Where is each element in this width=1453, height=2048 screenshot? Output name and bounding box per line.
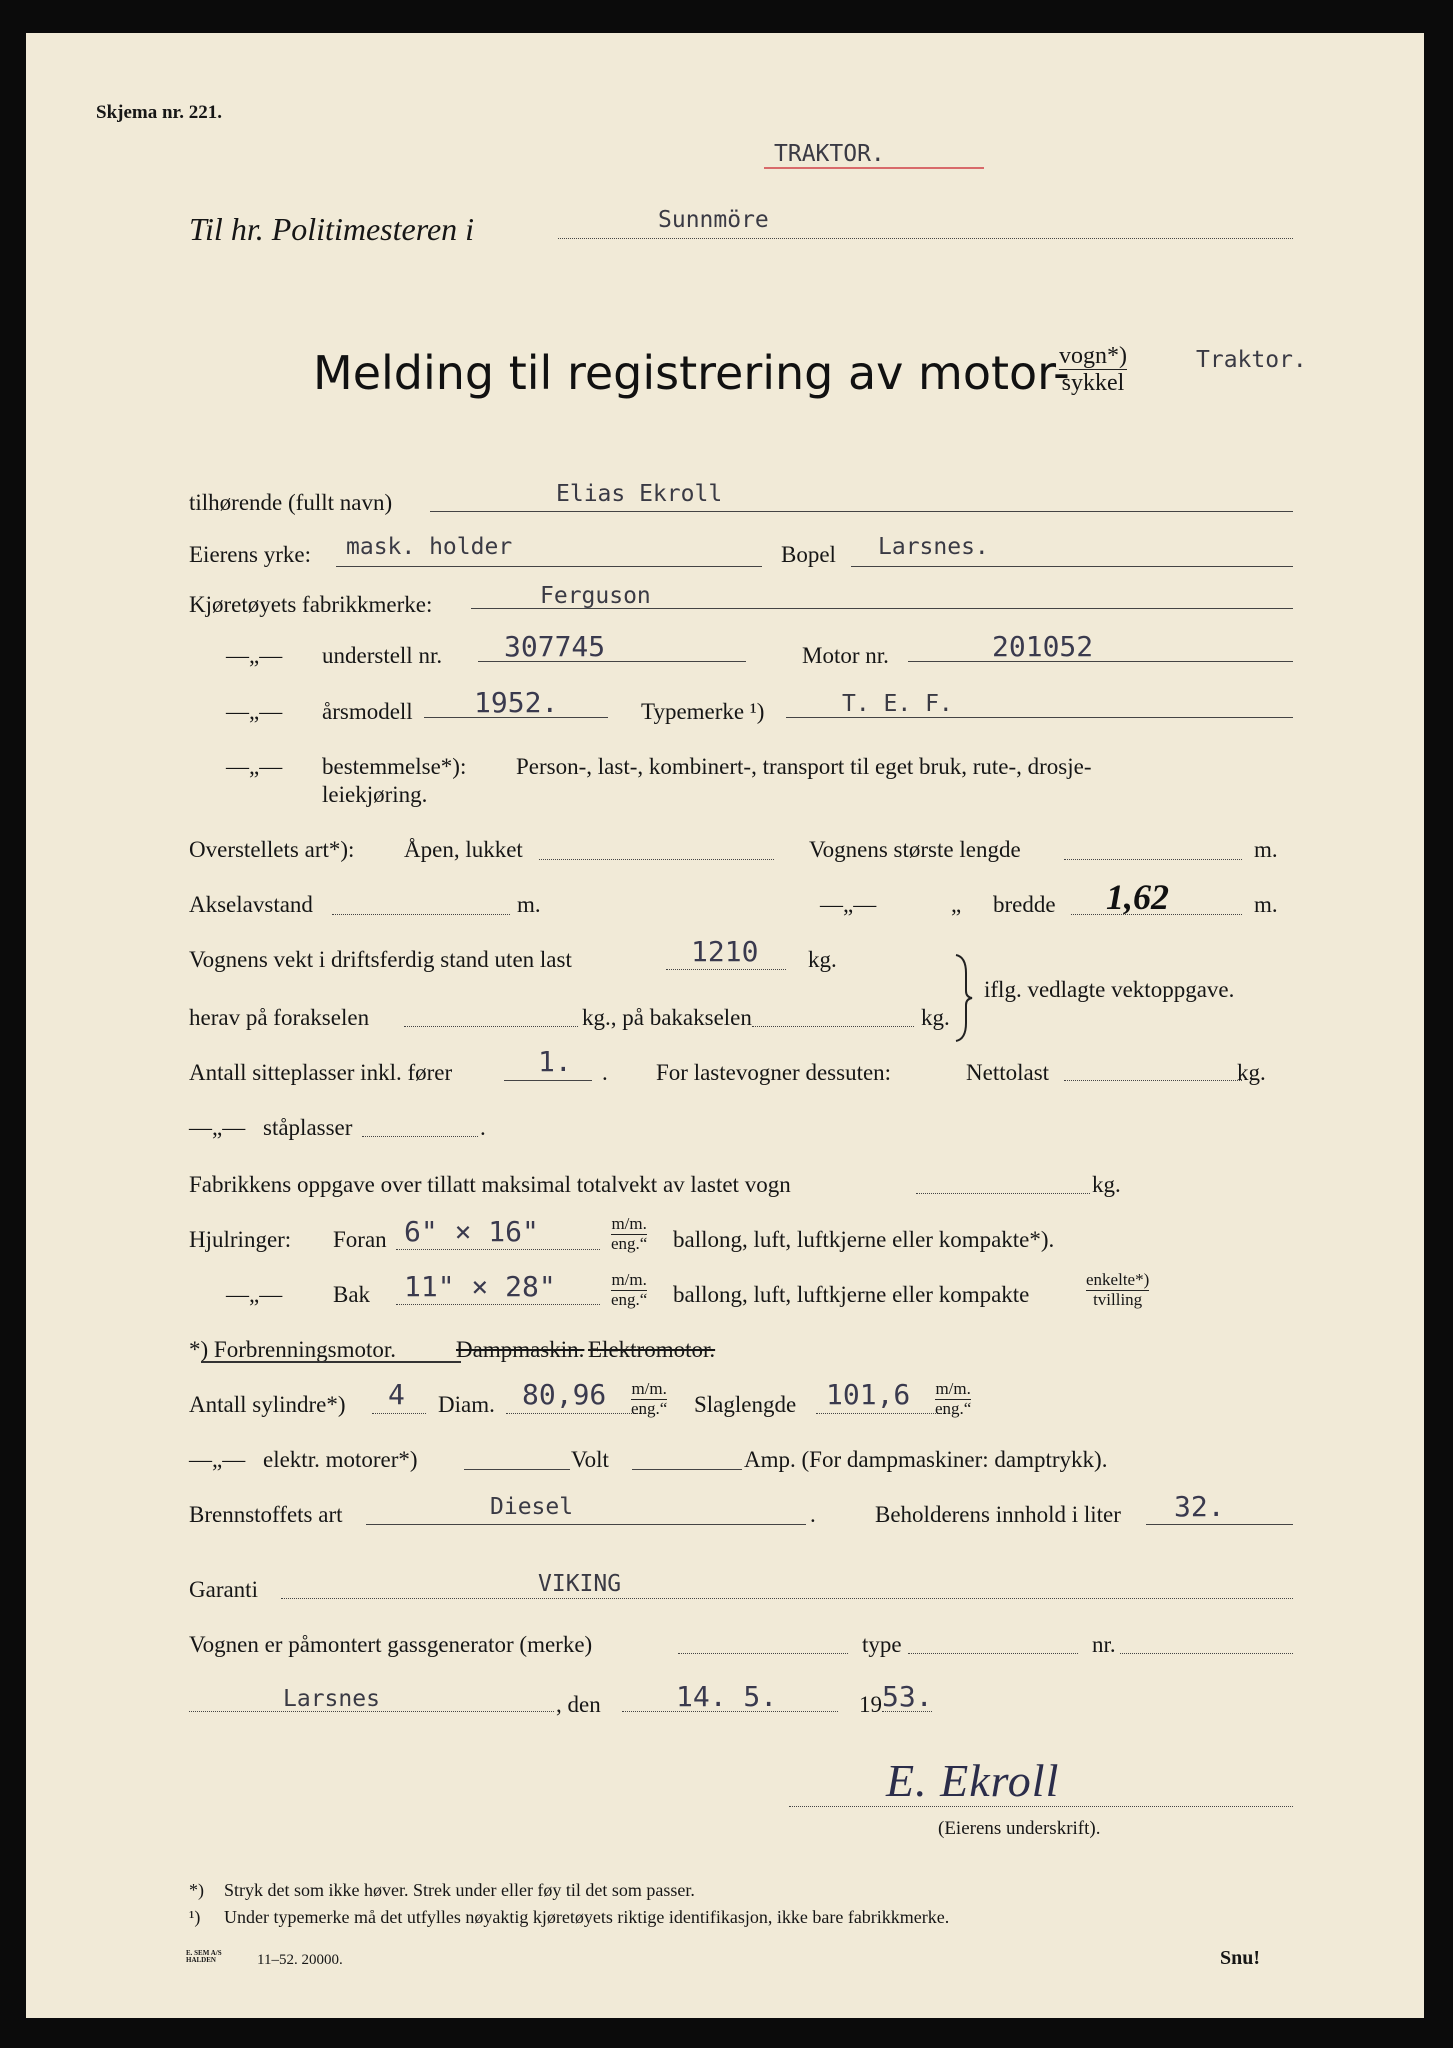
max-weight-line (916, 1193, 1090, 1194)
purpose-label: bestemmelse*): (322, 754, 467, 779)
title-fraction: vogn*) sykkel (1059, 343, 1127, 397)
year-line (882, 1711, 932, 1712)
owner-line (430, 511, 1293, 512)
chassis-label: understell nr. (322, 643, 443, 668)
tank-value: 32. (1174, 1490, 1225, 1523)
district-line (558, 238, 1293, 239)
occupation-label: Eierens yrke: (189, 542, 311, 567)
front-axle-label: herav på forakselen (189, 1005, 370, 1030)
width-unit: m. (1254, 892, 1278, 917)
year-model-line (424, 717, 608, 718)
addressee-label: Til hr. Politimesteren i (189, 211, 475, 247)
cargo-label: For lastevogner dessuten: (656, 1060, 892, 1085)
cylinders-line (372, 1413, 426, 1414)
width-line (1071, 914, 1242, 915)
guarantee-label: Garanti (189, 1577, 258, 1602)
ditto-4: —„— (820, 892, 877, 917)
ditto-quote: „ (951, 892, 962, 917)
vehicle-stamp: TRAKTOR. (774, 141, 885, 167)
seats-value: 1. (538, 1045, 572, 1078)
amp-label: Amp. (For dampmaskiner: damptrykk). (744, 1447, 1108, 1472)
guarantee-value: VIKING (538, 1571, 622, 1597)
type-value: T. E. F. (842, 691, 953, 717)
front-tire-size: 6" × 16" (404, 1215, 539, 1248)
wheelbase-line (332, 914, 510, 915)
residence-value: Larsnes. (878, 534, 989, 560)
footnote-1: Stryk det som ikke høver. Strek under eller føy til det som passer. (224, 1880, 695, 1900)
guarantee-line (281, 1598, 1293, 1599)
cylinders-label: Antall sylindre*) (189, 1392, 346, 1417)
rear-tire-label: Bak (333, 1282, 371, 1307)
electric-motor: Elektromotor. (588, 1337, 716, 1362)
year-model-label: årsmodell (322, 699, 413, 724)
body-type-label: Overstellets art*): (189, 837, 355, 862)
fuel-line (366, 1524, 806, 1525)
gas-type-label: type (862, 1632, 902, 1657)
width-label: bredde (993, 892, 1056, 917)
standing-label: ståplasser (263, 1115, 353, 1140)
max-weight-unit: kg. (1092, 1172, 1121, 1197)
fuel-value: Diesel (490, 1494, 574, 1520)
place-value: Larsnes (283, 1686, 380, 1712)
seats-dot: . (602, 1060, 608, 1085)
weight-value: 1210 (691, 935, 759, 968)
diameter-label: Diam. (438, 1392, 495, 1417)
rear-tire-text: ballong, luft, luftkjerne eller kompakte (673, 1282, 1030, 1307)
owner-label: tilhørende (fullt navn) (189, 490, 393, 515)
length-unit: m. (1254, 837, 1278, 862)
stamp-underline (764, 167, 984, 169)
print-code: 11–52. 20000. (257, 1952, 343, 1968)
rear-axle-line (752, 1026, 914, 1027)
combustion-engine: *) Forbrenningsmotor. (189, 1337, 396, 1362)
schema-number: Skjema nr. 221. (96, 102, 222, 123)
occupation-value: mask. holder (346, 534, 513, 560)
make-label: Kjøretøyets fabrikkmerke: (189, 592, 433, 617)
weight-line (666, 969, 786, 970)
ditto-2: —„— (226, 699, 283, 724)
volt-label: Volt (571, 1447, 609, 1472)
district-value: Sunnmöre (658, 207, 769, 233)
rear-axle-unit: kg. (921, 1005, 950, 1030)
residence-label: Bopel (781, 542, 836, 567)
turn-over: Snu! (1220, 1947, 1261, 1969)
footnote-1-mark: *) (189, 1880, 204, 1900)
twin-fraction: enkelte*) tvilling (1086, 1270, 1150, 1309)
diameter-unit-fraction: m/m. eng.“ (631, 1379, 668, 1418)
max-weight-label: Fabrikkens oppgave over tillatt maksimal totalvekt av lastet vogn (189, 1172, 791, 1197)
year-model-value: 1952. (474, 686, 559, 719)
net-load-line (1064, 1080, 1242, 1081)
weight-unit: kg. (808, 947, 837, 972)
diameter-line (506, 1413, 644, 1414)
body-type-line (539, 859, 774, 860)
rear-unit-fraction: m/m. eng.“ (611, 1270, 648, 1309)
chassis-line (478, 661, 746, 662)
gas-type-line (908, 1653, 1078, 1654)
ditto-5: —„— (189, 1115, 246, 1140)
ditto-7: —„— (189, 1447, 246, 1472)
engine-number-line (908, 661, 1293, 662)
form-title: Melding til registrering av motor- (313, 346, 1070, 400)
stroke-label: Slaglengde (694, 1392, 797, 1417)
net-load-label: Nettolast (966, 1060, 1050, 1085)
footnote-2: Under typemerke må det utfylles nøyaktig kjøretøyets riktige identifikasjon, ikke bare fabrikkmerke. (224, 1907, 950, 1927)
fuel-dot: . (810, 1502, 816, 1527)
make-value: Ferguson (540, 583, 651, 609)
title-note: Traktor. (1196, 347, 1307, 373)
footnote-2-mark: ¹) (189, 1907, 201, 1927)
gas-nr-line (1120, 1653, 1293, 1654)
gas-generator-label: Vognen er påmontert gassgenerator (merke) (189, 1632, 593, 1657)
rear-tire-line (396, 1304, 600, 1305)
rear-tire-size: 11" × 28" (404, 1270, 556, 1303)
weight-label: Vognens vekt i driftsferdig stand uten last (189, 947, 572, 972)
front-unit-fraction: m/m. eng.“ (611, 1214, 648, 1253)
gas-generator-line (678, 1653, 848, 1654)
printer-mark: E. SEM A/S HALDEN (186, 1949, 222, 1964)
date-line (622, 1711, 838, 1712)
stroke-value: 101,6 (826, 1378, 911, 1411)
body-type-value: Åpen, lukket (404, 837, 523, 862)
purpose-text-2: leiekjøring. (322, 782, 428, 807)
residence-line (851, 566, 1293, 567)
year-prefix: 19 (859, 1692, 882, 1717)
wheelbase-label: Akselavstand (189, 892, 313, 917)
diameter-value: 80,96 (522, 1378, 607, 1411)
wheelbase-unit: m. (517, 892, 541, 917)
form-sheet (26, 33, 1424, 2018)
ditto-6: —„— (226, 1282, 283, 1307)
signature-label: (Eierens underskrift). (938, 1818, 1101, 1839)
place-line (189, 1711, 554, 1712)
signature-line (789, 1806, 1293, 1807)
seats-line (504, 1080, 592, 1081)
ditto-1: —„— (226, 643, 283, 668)
front-tire-label: Foran (333, 1227, 387, 1252)
tires-label: Hjulringer: (189, 1227, 292, 1252)
date-label: , den (556, 1692, 601, 1717)
steam-engine: Dampmaskin. (456, 1337, 585, 1362)
combustion-underline (201, 1361, 461, 1363)
engine-number-value: 201052 (992, 630, 1094, 663)
net-load-unit: kg. (1237, 1060, 1266, 1085)
tank-line (1146, 1524, 1293, 1525)
ditto-3: —„— (226, 754, 283, 779)
brace-icon (952, 953, 974, 1043)
year-suffix: 53. (882, 1680, 933, 1713)
standing-line (362, 1136, 478, 1137)
engine-number-label: Motor nr. (802, 643, 889, 668)
front-axle-line (404, 1026, 578, 1027)
make-line (471, 608, 1293, 609)
occupation-line (336, 566, 762, 567)
type-line (786, 717, 1293, 718)
standing-dot: . (480, 1115, 486, 1140)
owner-signature: E. Ekroll (886, 1755, 1060, 1806)
type-label: Typemerke ¹) (641, 699, 765, 724)
rear-axle-label: kg., på bakakselen (582, 1005, 752, 1030)
length-label: Vognens største lengde (809, 837, 1021, 862)
purpose-text: Person-, last-, kombinert-, transport til eget bruk, rute-, drosje- (516, 754, 1092, 779)
width-value: 1,62 (1106, 877, 1169, 917)
volt-line (632, 1469, 742, 1470)
length-line (1064, 859, 1242, 860)
fuel-label: Brennstoffets art (189, 1502, 343, 1527)
stroke-line (816, 1413, 946, 1414)
front-tire-text: ballong, luft, luftkjerne eller kompakte*). (673, 1227, 1055, 1252)
date-value: 14. 5. (676, 1680, 778, 1713)
chassis-value: 307745 (504, 630, 606, 663)
cylinders-value: 4 (388, 1378, 405, 1411)
seats-label: Antall sitteplasser inkl. fører (189, 1060, 453, 1085)
electric-motors-line (464, 1469, 570, 1470)
electric-motors-label: elektr. motorer*) (263, 1447, 418, 1472)
gas-nr-label: nr. (1092, 1632, 1116, 1657)
front-tire-line (396, 1249, 600, 1250)
stroke-unit-fraction: m/m. eng.“ (935, 1379, 972, 1418)
weight-note: iflg. vedlagte vektoppgave. (984, 977, 1235, 1002)
owner-value: Elias Ekroll (556, 481, 723, 507)
tank-label: Beholderens innhold i liter (875, 1502, 1121, 1527)
